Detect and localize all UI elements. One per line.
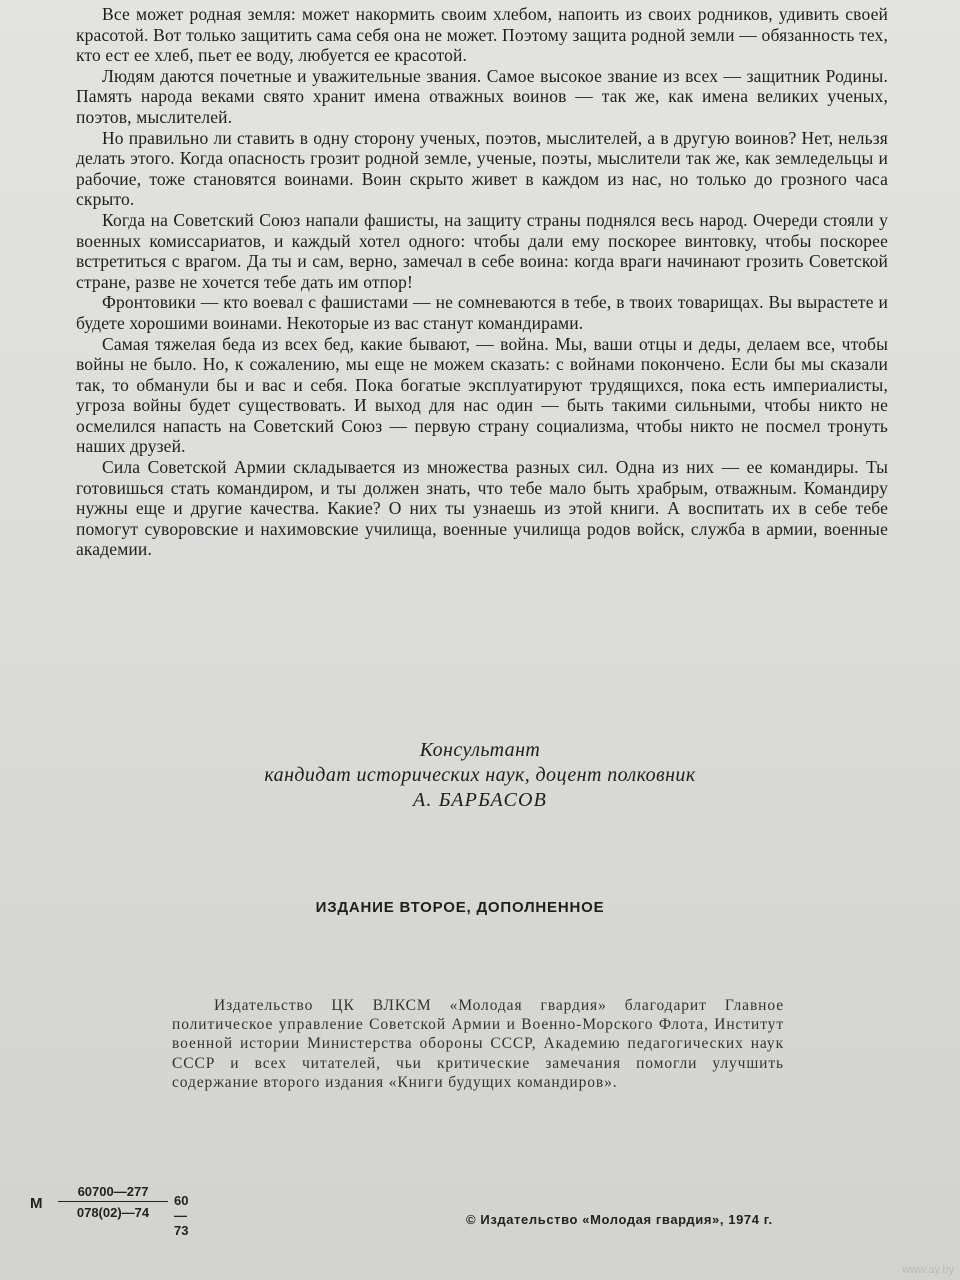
edition-label: ИЗДАНИЕ ВТОРОЕ, ДОПОЛНЕННОЕ [315, 899, 605, 916]
index-side-code: 60—73 [174, 1193, 189, 1238]
paragraph-4: Когда на Советский Союз напали фашисты, на защиту страны поднялся весь народ. Очереди стояли у военных комиссариатов, и каждый хотел одного: чтобы дали ему поскорее винтовку, чтобы поскорее встретиться с врагом. Да ты и сам, верно, замечал в себе воина: когда враги начинают грозить Советской стране, разве не хочется тебе дать им отпор! [76, 209, 888, 292]
consultant-block [180, 738, 780, 813]
body-text [76, 4, 888, 560]
paragraph-6: Самая тяжелая беда из всех бед, какие бывают, — война. Мы, ваши отцы и деды, делаем все, чтобы войны не было. Но, к сожалению, мы еще не можем сказать: с войнами покончено. Если бы мы сказали так, то обманули бы и вас и себя. Пока богатые эксплуатируют трудящихся, пока есть империалисты, угроза войны будет существовать. И выход для нас один — быть такими сильными, чтобы никто не осмелился напасть на Советский Союз — первую страну социализма, чтобы никто не посмел тронуть наших друзей. [76, 333, 888, 457]
index-denominator: 078(02)—74 [76, 1205, 150, 1220]
consultant-role: Консультант [419, 739, 541, 761]
consultant-title: кандидат исторических наук, доцент полковник [264, 764, 696, 786]
paragraph-5: Фронтовики — кто воевал с фашистами — не сомневаются в тебе, в твоих товарищах. Вы вырастете и будете хорошими воинами. Некоторые из вас станут командирами. [76, 292, 888, 333]
acknowledgment-text: Издательство ЦК ВЛКСМ «Молодая гвардия» благодарит Главное политическое управление Советской Армии и Военно-Морского Флота, Институт военной истории Министерства обороны СССР, Академию педагогических наук СССР и всех читателей, чьи критические замечания помогли улучшить содержание второго издания «Книги будущих командиров». [172, 997, 784, 1091]
paragraph-3: Но правильно ли ставить в одну сторону ученых, поэтов, мыслителей, а в другую воинов? Нет, нельзя делать этого. Когда опасность грозит родной земле, ученые, поэты, мыслители так же, как земледельцы и рабочие, тоже становятся воинами. Воин скрыто живет в каждом из нас, но только до грозного часа скрыто. [76, 127, 888, 210]
consultant-name: А. БАРБАСОВ [412, 789, 548, 811]
acknowledgment-block [172, 996, 784, 1092]
paragraph-7: Сила Советской Армии складывается из множества разных сил. Одна из них — ее командиры. Ты готовишься стать командиром, и ты должен знать, что тебе мало быть храбрым, отважным. Командиру нужны еще и другие качества. Какие? О них ты узнаешь из этой книги. А воспитать их в себе тебе помогут суворовские и нахимовские училища, военные училища родов войск, служба в армии, военные академии. [76, 457, 888, 560]
paragraph-1: Все может родная земля: может накормить своим хлебом, напоить из своих родников, удивить своей красотой. Вот только защитить сама себя она не может. Поэтому защита родной земли — обязанность тех, кто ест ее хлеб, пьет ее воду, любуется ее красотой. [76, 4, 888, 66]
index-numerator: 60700—277 [58, 1184, 168, 1202]
index-letter: М [30, 1195, 43, 1212]
watermark: www.ay.by [902, 1264, 954, 1276]
index-fraction [58, 1184, 168, 1220]
paragraph-2: Людям даются почетные и уважительные звания. Самое высокое звание из всех — защитник Родины. Память народа веками свято хранит имена отважных воинов — так же, как имена великих ученых, поэтов, мыслителей. [76, 65, 888, 127]
copyright-line: © Издательство «Молодая гвардия», 1974 г. [466, 1212, 773, 1227]
